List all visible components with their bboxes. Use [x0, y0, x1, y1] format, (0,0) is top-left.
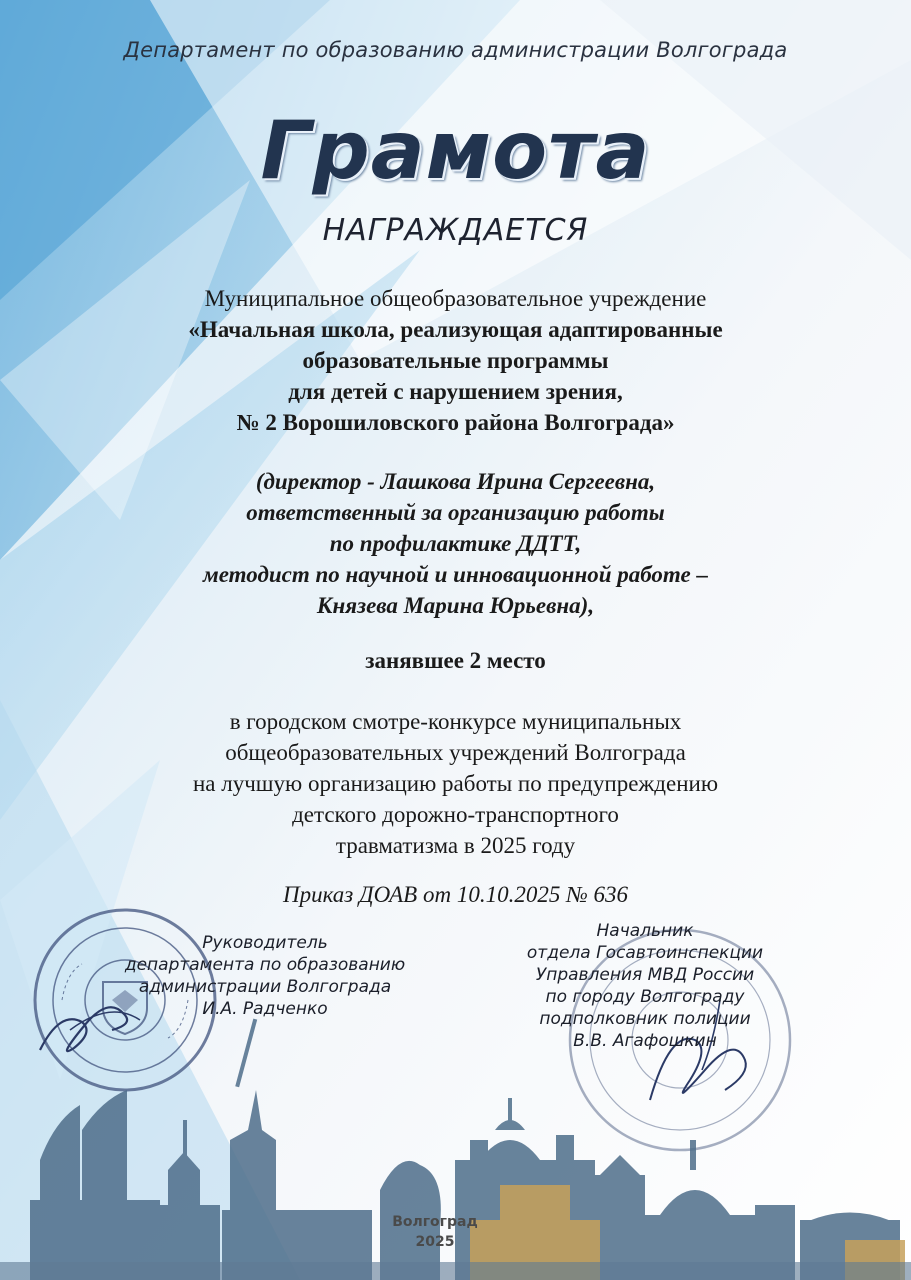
staff-line: (директор - Лашкова Ирина Сергеевна, — [255, 469, 656, 494]
signatory-left-line: администрации Волгограда — [138, 977, 392, 997]
institution-name-line: № 2 Ворошиловского района Волгограда» — [236, 410, 675, 435]
place-text: занявшее 2 место — [365, 648, 546, 673]
institution-name-line: образовательные программы — [302, 348, 609, 373]
institution-block — [0, 283, 911, 438]
footer-city: Волгоград — [392, 1214, 478, 1230]
department-name: Департамент по образованию администрации Волгограда — [123, 38, 788, 62]
signatory-left-line: департамента по образованию — [124, 955, 406, 975]
staff-line: Князева Марина Юрьевна), — [316, 593, 595, 618]
signatory-left-line: Руководитель — [202, 933, 328, 953]
signatory-right-line: В.В. Агафошкин — [573, 1031, 717, 1051]
institution-type: Муниципальное общеобразовательное учреждение — [204, 286, 707, 311]
signatory-right-line: по городу Волгограду — [545, 987, 745, 1007]
footer-caption — [355, 1212, 515, 1252]
signatory-right — [500, 920, 790, 1052]
contest-block — [0, 706, 911, 861]
contest-line: в городском смотре-конкурсе муниципальных — [229, 709, 682, 734]
staff-line: по профилактике ДДТТ, — [329, 531, 582, 556]
certificate-title: Грамота — [260, 104, 651, 197]
institution-name-line: для детей с нарушением зрения, — [288, 379, 623, 404]
signatory-right-line: Управления МВД России — [535, 965, 755, 985]
contest-line: детского дорожно-транспортного — [292, 802, 619, 827]
contest-line: общеобразовательных учреждений Волгограда — [225, 740, 686, 765]
contest-line: на лучшую организацию работы по предупреждению — [192, 771, 718, 796]
footer-year: 2025 — [415, 1234, 455, 1250]
staff-line: ответственный за организацию работы — [246, 500, 665, 525]
contest-line: травматизма в 2025 году — [335, 833, 576, 858]
signatory-left — [110, 932, 420, 1020]
staff-line: методист по научной и инновационной работе – — [203, 562, 708, 587]
staff-block — [0, 466, 911, 621]
signatory-right-line: Начальник — [596, 921, 694, 941]
signatory-right-line: подполковник полиции — [539, 1009, 751, 1029]
institution-name-line: «Начальная школа, реализующая адаптированные — [188, 317, 723, 342]
signatory-left-line: И.А. Радченко — [202, 999, 328, 1019]
signatory-right-line: отдела Госавтоинспекции — [526, 943, 764, 963]
order-reference: Приказ ДОАВ от 10.10.2025 № 636 — [282, 882, 629, 907]
awarded-heading: НАГРАЖДАЕТСЯ — [322, 213, 589, 248]
